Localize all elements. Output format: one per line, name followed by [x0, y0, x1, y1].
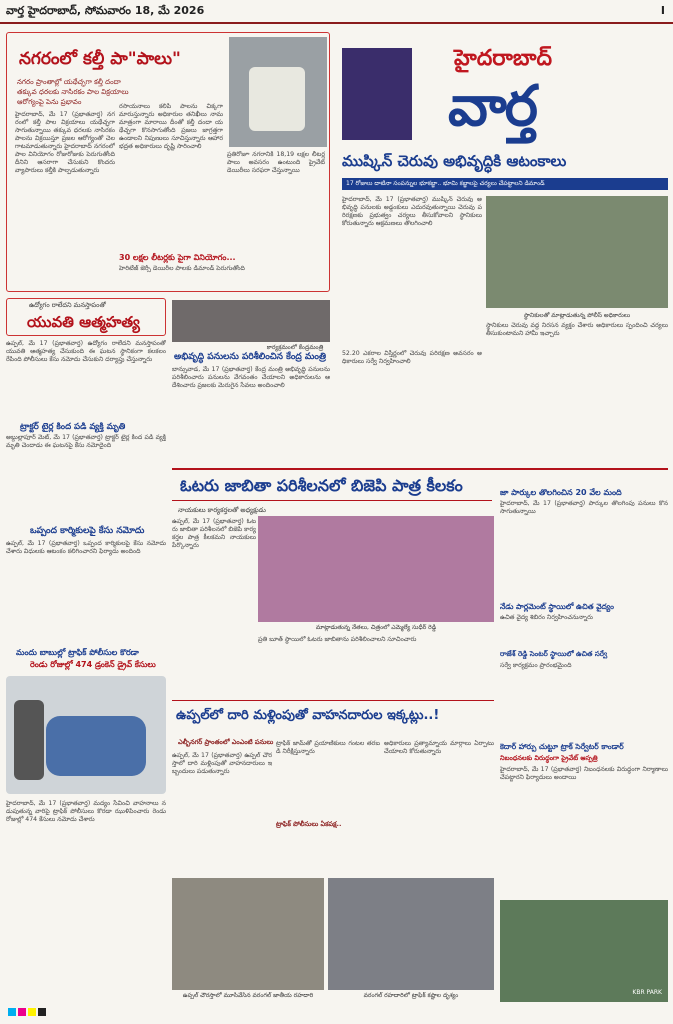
traffic-body: హైదరాబాద్, మే 17 (ప్రభాతవార్త) మద్యం సేవించి వాహనాలు నడుపుతున్న వారిపై ట్రాఫిక్ పోలీసులు కొరడా ఝుళిపించారు రెండు రోజుల్లో 474 కేసులు నమోదు చేశారు [6, 800, 166, 823]
masthead [338, 40, 668, 150]
lake-strip: 17 రోజులు దాటినా సంపన్నుల భూకబ్జా.. భూమి కబ్జాలపై చర్యలు చేపట్టాలని డిమాండ్ [342, 178, 668, 190]
lead-bullet: తక్కువ ధరలకు నాసిరకం పాల విక్రయాలు [17, 88, 129, 96]
divider [172, 500, 492, 501]
right-h2: నేడు పార్లమెంట్ స్థాయిలో ఉచిత వైద్యం [500, 602, 614, 611]
traffic-sub: రెండు రోజుల్లో 474 డ్రంకెన్ డ్రైవ్ కేసులు [30, 660, 156, 669]
right-body1: హైదరాబాద్, మే 17 (ప్రభాతవార్త) పార్కుల తొలగింపు పనులు కొనసాగుతున్నాయి [500, 500, 668, 515]
youth-headline: యువతి ఆత్మహత్య [27, 313, 140, 331]
youth-box [6, 298, 166, 336]
tractor-body: అబ్దుల్లాపూర్ మెట్, మే 17 (ప్రభాతవార్త) ట్రాక్టర్ టైర్ల కింద పడి వ్యక్తి మృతి చెందాడు ఈ ఘటనపై కేసు నమోదైంది [6, 434, 166, 449]
ward-headline: ఒప్పంద కార్మికులపై కేసు నమోదు [30, 526, 145, 536]
right-body3: సర్వే కార్యక్రమం ప్రారంభమైంది [500, 662, 572, 669]
lead-body-col3: ప్రతిరోజూ నగరానికి 18,19 లక్షల లీటర్ల పాలు అవసరం ఉంటుంది ప్రైవేట్ డెయిరీలు సరఫరా చేస్తున్నాయి [227, 151, 325, 174]
uppal-body1: ఉప్పల్, మే 17 (ప్రభాతవార్త) ఉప్పల్ చౌరస్తాలో దారి మళ్లింపుతో వాహనదారులు ఇబ్బందులు పడుతున్నారు [172, 752, 272, 775]
youth-body: ఉప్పల్, మే 17 (ప్రభాతవార్త) ఉద్యోగం రాలేదని మనస్తాపంతో యువతి ఆత్మహత్య చేసుకుంది ఈ ఘటన స్థానికంగా కలకలం రేపింది పోలీసులు కేసు నమోదు చేసుకుని దర్యాప్తు చేస్తున్నారు [6, 340, 166, 363]
charminar-photo [342, 48, 412, 140]
bjp-kicker: నాయకులు కార్యకర్తలతో అధ్యక్షుడు [178, 506, 266, 514]
uppal-body2: ట్రాఫిక్ జామ్‌తో ప్రయాణికులు గంటల తరబడి నిరీక్షిస్తున్నారు [276, 740, 380, 755]
lead-bullet: నగరం ప్రాంతాల్లో యథేచ్ఛగా కల్తీ దందా [17, 78, 121, 86]
uppal-sub1: ఎల్బీనగర్ ప్రాంతంలో ఎంఎంటి పనులు [178, 738, 274, 746]
kbr-label: KBR PARK [632, 989, 662, 996]
lake-headline: ముష్కిన్ చెరువు అభివృద్ధికి ఆటంకాలు [342, 152, 567, 170]
ward-body: ఉప్పల్, మే 17 (ప్రభాతవార్త) ఒప్పంద కార్మికులపై కేసు నమోదు చేశారు విధులకు ఆటంకం కలిగించారని ఫిర్యాదు అందింది [6, 540, 166, 555]
youth-kicker: ఉద్యోగం రాలేదని మనస్తాపంతో [29, 301, 106, 309]
tractor-headline: ట్రాక్టర్ టైర్ల కింద పడి వ్యక్తి మృతి [20, 422, 126, 432]
divider [172, 700, 494, 701]
uppal-photo1 [172, 878, 324, 990]
lead-headline: నగరంలో కల్తీ పా"పాలు" [19, 49, 181, 69]
right-h4sub: నిబంధనలకు విరుద్ధంగా ప్రైవేట్ ఆస్పత్రి [500, 754, 598, 762]
color-mark [38, 1008, 46, 1016]
masthead-city: హైదరాబాద్ [454, 46, 552, 71]
lead-bullet: ఆరోగ్యంపై పెను ప్రభావం [17, 98, 82, 106]
uppal-body3: అధికారులు ప్రత్యామ్నాయ మార్గాలు ఏర్పాటు చేయాలని కోరుతున్నారు [384, 740, 494, 755]
lead-body-col2: రసాయనాలు కలిపి పాలను చిక్కగా మారుస్తున్నారు అధికారుల తనిఖీలు నామమాత్రంగా మారాయి దీంతో కల్తీ దందా యథేచ్ఛగా కొనసాగుతోంది ప్రజలు జాగ్రత్తగా ఉండాలని నిపుణులు సూచిస్తున్నారు ఆహార భద్రత అధికారులు దృష్టి సారించాలి [119, 103, 223, 150]
minister-caption: కార్యక్రమంలో కేంద్రమంత్రి [266, 344, 324, 351]
color-mark [8, 1008, 16, 1016]
masthead-brand: వార్త [448, 74, 536, 139]
uppal-caption1: ఉప్పల్ చౌరస్తాలో మూసివేసిన వరంగల్ జాతీయ రహదారి [182, 992, 314, 999]
color-mark [18, 1008, 26, 1016]
right-h3: రాజేశ్ రెడ్డి సెంటర్ స్థాయిలో ఉచిత సర్వే [500, 650, 608, 658]
header-dateline: వార్త హైదరాబాద్, సోమవారం 18, మే 2026 [6, 4, 205, 17]
milk-photo [229, 37, 327, 147]
uppal-headline: ఉప్పల్‌లో దారి మళ్లింపుతో వాహనదారుల ఇక్కట్లు..! [176, 708, 440, 723]
minister-body: బాన్సువాడ, మే 17 (ప్రభాతవార్త) కేంద్ర మంత్రి అభివృద్ధి పనులను పరిశీలించారు పనులను వేగవంతం చేయాలని అధికారులను ఆదేశించారు ప్రజలకు మెరుగైన సేవలు అందించాలి [172, 366, 330, 389]
color-mark [28, 1008, 36, 1016]
bjp-photo [258, 516, 494, 622]
page-header [0, 0, 673, 24]
lead-subhead: 30 లక్షల లీటర్లకు పైగా వినియోగం... [119, 253, 236, 262]
traffic-illustration [6, 676, 166, 794]
traffic-headline: మందు బాబుల్లో ట్రాఫిక్ పోలీసుల కొరడా [16, 648, 139, 657]
lead-story [6, 32, 330, 292]
divider [172, 468, 668, 470]
lake-caption: స్థానికులతో మాట్లాడుతున్న పోలీస్ అధికారులు [523, 312, 631, 319]
bjp-body-2: ప్రతి బూత్ స్థాయిలో ఓటరు జాబితాను పరిశీలించాలని సూచించారు [258, 636, 417, 643]
right-body4: హైదరాబాద్, మే 17 (ప్రభాతవార్త) నిబంధనలకు విరుద్ధంగా నిర్మాణాలు చేపట్టారని ఫిర్యాదులు అందాయి [500, 766, 668, 781]
lake-body: హైదరాబాద్, మే 17 (ప్రభాతవార్త) ముష్కిన్ చెరువు అభివృద్ధి పనులకు అడ్డంకులు ఎదురవుతున్నాయి చెరువు పరిరక్షణకు ప్రభుత్వం చర్యలు తీసుకోవాలని స్థానికులు కోరుతున్నారు ఆక్రమణలు తొలగించాలి [342, 196, 482, 227]
lead-body-col1: హైదరాబాద్, మే 17 (ప్రభాతవార్త) నగరంలో కల్తీ పాల విక్రయాలు యథేచ్ఛగా సాగుతున్నాయి తక్కువ ధరలకు నాసిరకం పాలను విక్రయిస్తూ ప్రజల ఆరోగ్యంతో చెలగాటమాడుతున్నారు హైదరాబాద్ నగరంలో పాల వినియోగం రోజురోజుకు పెరుగుతోంది దీనిని ఆసరాగా చేసుకుని కొందరు వ్యాపారులు కల్తీకి పాల్పడుతున్నారు [15, 111, 115, 174]
minister-photo [172, 300, 330, 342]
uppal-sub2: ట్రాఫిక్ పోలీసులు ఏకపక్ష.. [276, 820, 342, 828]
uppal-photo2 [328, 878, 494, 990]
kbr-photo [500, 900, 668, 1002]
right-body2: ఉచిత వైద్య శిబిరం నిర్వహించనున్నారు [500, 614, 593, 621]
minister-headline: అభివృద్ధి పనులను పరిశీలించిన కేంద్ర మంత్రి [174, 352, 326, 362]
uppal-caption2: వరంగల్ రహదారిలో ట్రాఫిక్ కష్టాల దృశ్యం [363, 992, 459, 999]
page-number: I [660, 4, 665, 17]
bjp-caption: మాట్లాడుతున్న నేతలు, చిత్రంలో ఎమ్మెల్యే సుధీర్ రెడ్డి [315, 624, 437, 631]
lake-photo [486, 196, 668, 308]
lead-body-col4: హెరిటేజ్ జెర్సీ డెయిరీల పాలకు డిమాండ్ పెరుగుతోంది [119, 265, 245, 272]
right-h4: కెదార్ హార్పు చుట్టూ ట్రాక్ సెర్వేటర్ కాండార్ [500, 742, 624, 751]
lake-body-2: 52.20 ఎకరాల విస్తీర్ణంలో చెరువు పరిరక్షణ అవసరం అధికారులు సర్వే నిర్వహించాలి [342, 350, 482, 365]
bjp-body: ఉప్పల్, మే 17 (ప్రభాతవార్త) ఓటరు జాబితా పరిశీలనలో బిజెపి కార్యకర్తల పాత్ర కీలకమని నాయకులు పేర్కొన్నారు [172, 518, 256, 549]
lake-body-right: స్థానికులు చెరువు వద్ద నిరసన వ్యక్తం చేశారు అధికారులు స్పందించి చర్యలు తీసుకుంటామని హామీ ఇచ్చారు [486, 322, 668, 337]
bjp-headline: ఓటరు జాబితా పరిశీలనలో బిజెపి పాత్ర కీలకం [180, 476, 463, 495]
right-h1: జా పార్కుల తొలగించిన 20 వేల మంది [500, 488, 622, 497]
